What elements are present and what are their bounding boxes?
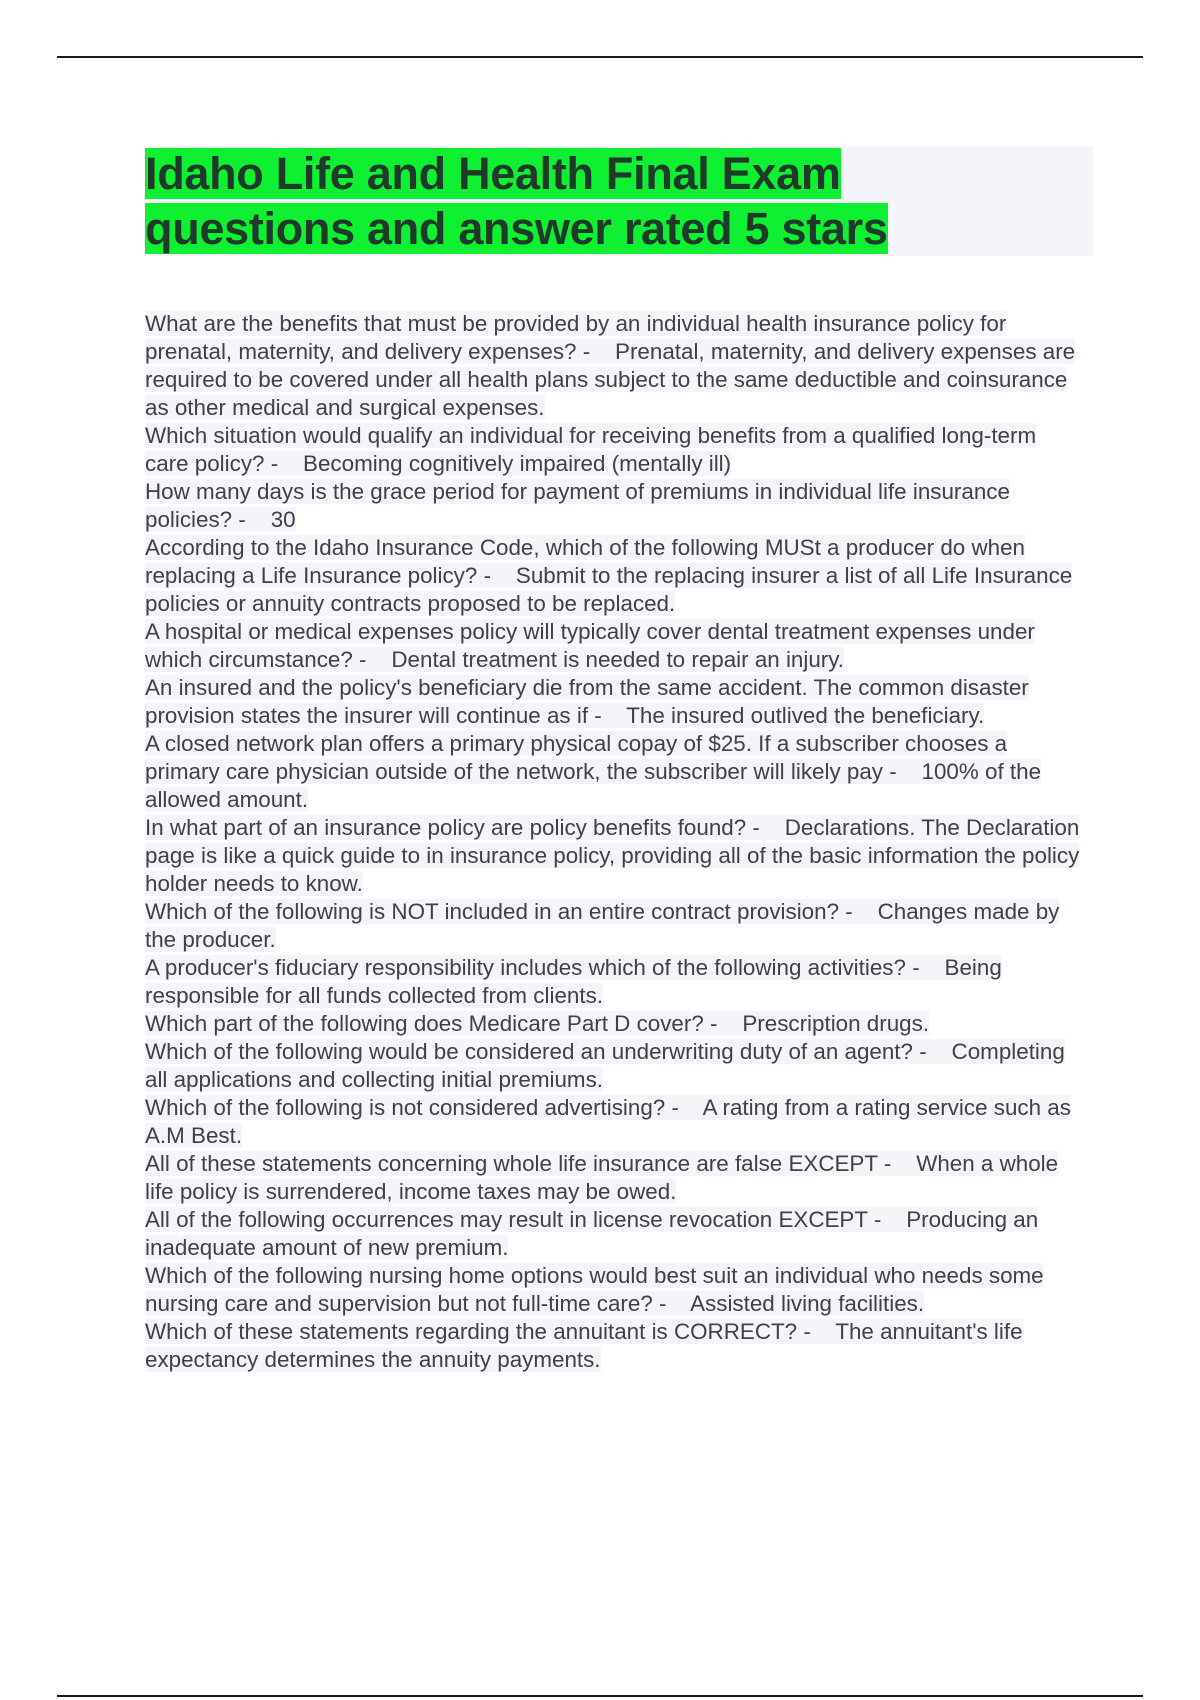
answer-text: Assisted living facilities. — [690, 1291, 925, 1316]
answer-text: Submit to the replacing insurer a list of all Life Insurance policies or annuity contracts proposed to be replaced. — [145, 563, 1073, 616]
header-rule — [57, 56, 1143, 58]
question-text: Which of the following is not considered advertising? — [145, 1095, 666, 1120]
question-text: A producer's fiduciary responsibility includes which of the following activities? — [145, 955, 906, 980]
question-text: An insured and the policy's beneficiary die from the same accident. The common disaster provision states the insurer will continue as if — [145, 675, 1029, 728]
question-text: Which of the following would be considered an underwriting duty of an agent? — [145, 1039, 913, 1064]
answer-text: 100% of the allowed amount. — [145, 759, 1042, 812]
qa-item: A closed network plan offers a primary physical copay of $25. If a subscriber chooses a primary care physician outside of the network, the subscriber will likely pay - 100% of the allowed amount. — [145, 731, 1042, 812]
answer-text: Changes made by the producer. — [145, 899, 1060, 952]
answer-text: Dental treatment is needed to repair an injury. — [391, 647, 845, 672]
qa-item: Which part of the following does Medicare Part D cover? - Prescription drugs. — [145, 1011, 930, 1036]
qa-item: A hospital or medical expenses policy will typically cover dental treatment expenses under which circumstance? - Dental treatment is needed to repair an injury. — [145, 619, 1035, 672]
question-text: All of these statements concerning whole life insurance are false EXCEPT — [145, 1151, 878, 1176]
qa-item: How many days is the grace period for payment of premiums in individual life insurance policies? - 30 — [145, 479, 1010, 532]
qa-item: According to the Idaho Insurance Code, which of the following MUSt a producer do when replacing a Life Insurance policy? - Submit to the replacing insurer a list of all Life Insurance policies or annuity contracts proposed to be replaced. — [145, 535, 1073, 616]
answer-text: The insured outlived the beneficiary. — [626, 703, 985, 728]
question-text: Which situation would qualify an individual for receiving benefits from a qualified long-term care policy? — [145, 423, 1037, 476]
qa-item: A producer's fiduciary responsibility includes which of the following activities? - Being responsible for all funds collected from clients. — [145, 955, 1002, 1008]
question-text: Which of the following nursing home options would best suit an individual who needs some nursing care and supervision but not full-time care? — [145, 1263, 1044, 1316]
qa-item: Which of the following is NOT included in an entire contract provision? - Changes made by the producer. — [145, 899, 1060, 952]
answer-text: A rating from a rating service such as A.M Best. — [145, 1095, 1071, 1148]
answer-text: Declarations. The Declaration page is like a quick guide to in insurance policy, providing all of the basic information the policy holder needs to know. — [145, 815, 1080, 896]
answer-text: Prenatal, maternity, and delivery expenses are required to be covered under all health plans subject to the same deductible and coinsurance as other medical and surgical expenses. — [145, 339, 1076, 420]
qa-item: Which of these statements regarding the annuitant is CORRECT? - The annuitant's life expectancy determines the annuity payments. — [145, 1319, 1023, 1372]
answer-text: 30 — [270, 507, 296, 532]
question-text: How many days is the grace period for payment of premiums in individual life insurance policies? — [145, 479, 1010, 532]
question-text: A hospital or medical expenses policy will typically cover dental treatment expenses under which circumstance? — [145, 619, 1035, 672]
document-title — [145, 146, 1093, 256]
qa-item: What are the benefits that must be provided by an individual health insurance policy for prenatal, maternity, and delivery expenses? - Prenatal, maternity, and delivery expenses are required to be covered under all health plans subject to the same deductible and coinsurance as other medical and surgical expenses. — [145, 311, 1076, 420]
question-text: Which of these statements regarding the annuitant is CORRECT? — [145, 1319, 798, 1344]
qa-item: An insured and the policy's beneficiary die from the same accident. The common disaster provision states the insurer will continue as if - The insured outlived the beneficiary. — [145, 675, 1029, 728]
question-text: In what part of an insurance policy are policy benefits found? — [145, 815, 747, 840]
footer-rule — [57, 1695, 1143, 1697]
question-text: A closed network plan offers a primary physical copay of $25. If a subscriber chooses a primary care physician outside of the network, the subscriber will likely pay — [145, 731, 1008, 784]
question-text: What are the benefits that must be provided by an individual health insurance policy for prenatal, maternity, and delivery expenses? — [145, 311, 1007, 364]
answer-text: Becoming cognitively impaired (mentally ill) — [303, 451, 732, 476]
title-line-2: questions and answer rated 5 stars — [145, 203, 888, 254]
qa-item: In what part of an insurance policy are policy benefits found? - Declarations. The Declaration page is like a quick guide to in insurance policy, providing all of the basic information the policy holder needs to know. — [145, 815, 1080, 896]
answer-text: When a whole life policy is surrendered, income taxes may be owed. — [145, 1151, 1059, 1204]
qa-item: Which of the following would be considered an underwriting duty of an agent? - Completing all applications and collecting initial premiums. — [145, 1039, 1065, 1092]
title-line-1: Idaho Life and Health Final Exam — [145, 148, 841, 199]
answer-text: Being responsible for all funds collected from clients. — [145, 955, 1002, 1008]
qa-item: All of the following occurrences may result in license revocation EXCEPT - Producing an inadequate amount of new premium. — [145, 1207, 1039, 1260]
answer-text: Completing all applications and collecting initial premiums. — [145, 1039, 1065, 1092]
title-block — [145, 146, 1093, 256]
answer-text: Prescription drugs. — [742, 1011, 930, 1036]
answer-text: Producing an inadequate amount of new premium. — [145, 1207, 1039, 1260]
question-text: Which part of the following does Medicare Part D cover? — [145, 1011, 704, 1036]
question-text: According to the Idaho Insurance Code, which of the following MUSt a producer do when replacing a Life Insurance policy? — [145, 535, 1025, 588]
qa-item: All of these statements concerning whole life insurance are false EXCEPT - When a whole life policy is surrendered, income taxes may be owed. — [145, 1151, 1059, 1204]
question-text: Which of the following is NOT included in an entire contract provision? — [145, 899, 840, 924]
qa-item: Which situation would qualify an individual for receiving benefits from a qualified long-term care policy? - Becoming cognitively impaired (mentally ill) — [145, 423, 1037, 476]
qa-item: Which of the following nursing home options would best suit an individual who needs some nursing care and supervision but not full-time care? - Assisted living facilities. — [145, 1263, 1044, 1316]
question-text: All of the following occurrences may result in license revocation EXCEPT — [145, 1207, 868, 1232]
qa-list — [145, 310, 1085, 1374]
answer-text: The annuitant's life expectancy determines the annuity payments. — [145, 1319, 1023, 1372]
qa-item: Which of the following is not considered advertising? - A rating from a rating service such as A.M Best. — [145, 1095, 1071, 1148]
